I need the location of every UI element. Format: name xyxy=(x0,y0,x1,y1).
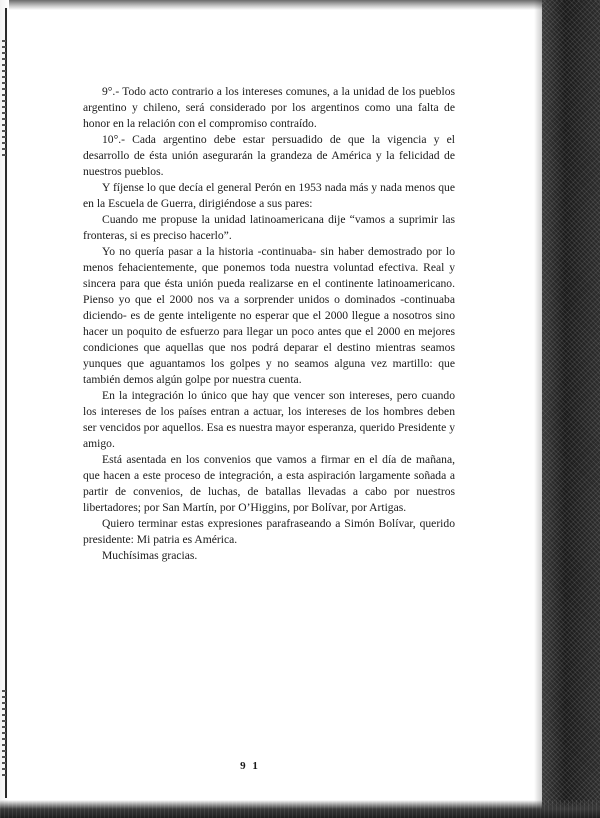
scan-top-edge xyxy=(0,0,600,10)
paragraph: Está asentada en los convenios que vamos a firmar en el día de mañana, que hacen a este proceso de integración, a esta aspiración largamente soñada a partir de convenios, de luchas, de batallas llevadas a cabo por nuestros libertadores; por San Martín, por O’Higgins, por Bolívar, por Artigas. xyxy=(83,453,455,514)
paragraph: Cuando me propuse la unidad latinoamericana dije “vamos a suprimir las fronteras, si es preciso hacerlo”. xyxy=(83,213,455,242)
paragraph: Y fíjense lo que decía el general Perón en 1953 nada más y nada menos que en la Escuela de Guerra, dirigiéndose a sus pares: xyxy=(83,181,455,210)
paragraph: 9°.- Todo acto contrario a los intereses comunes, a la unidad de los pueblos argentino y chileno, será considerado por los argentinos como una falta de honor en la relación con el compromiso contraído. xyxy=(83,85,455,130)
paragraph: Quiero terminar estas expresiones parafraseando a Simón Bolívar, querido presidente: Mi patria es América. xyxy=(83,517,455,546)
paragraph: En la integración lo único que hay que vencer son intereses, pero cuando los intereses de los países entran a actuar, los intereses de los hombres deben ser vencidos por aquellos. Esa es nuestra mayor esperanza, querido Presidente y amigo. xyxy=(83,389,455,450)
paragraph: Muchísimas gracias. xyxy=(102,549,198,562)
body-text xyxy=(83,84,455,564)
page-number: 9 1 xyxy=(240,760,260,772)
paragraph: Yo no quería pasar a la historia -continuaba- sin haber demostrado por lo menos fehacientemente, que ponemos toda nuestra voluntad efectiva. Real y sincera para que ésta unión pueda realizarse en el continente latinoamericano. Pienso yo que el 2000 nos va a sorprender unidos o dominados -continuaba diciendo- es de gente inteligente no esperar que el 2000 llegue a nosotros sino hacer un poquito de esfuerzo para llegar un poco antes que el 2000 en mejores condiciones que aquellas que nos podrá deparar el destino mientras seamos yunques que aguantamos los golpes y no seamos alguna vez martillo: que también demos algún golpe por nuestra cuenta. xyxy=(83,245,455,386)
paragraph: 10°.- Cada argentino debe estar persuadido de que la vigencia y el desarrollo de ésta unión asegurarán la grandeza de América y la felicidad de nuestros pueblos. xyxy=(83,133,455,178)
scan-right-border xyxy=(542,0,600,818)
scan-bottom-border xyxy=(0,800,600,818)
scan-noise xyxy=(2,40,6,160)
